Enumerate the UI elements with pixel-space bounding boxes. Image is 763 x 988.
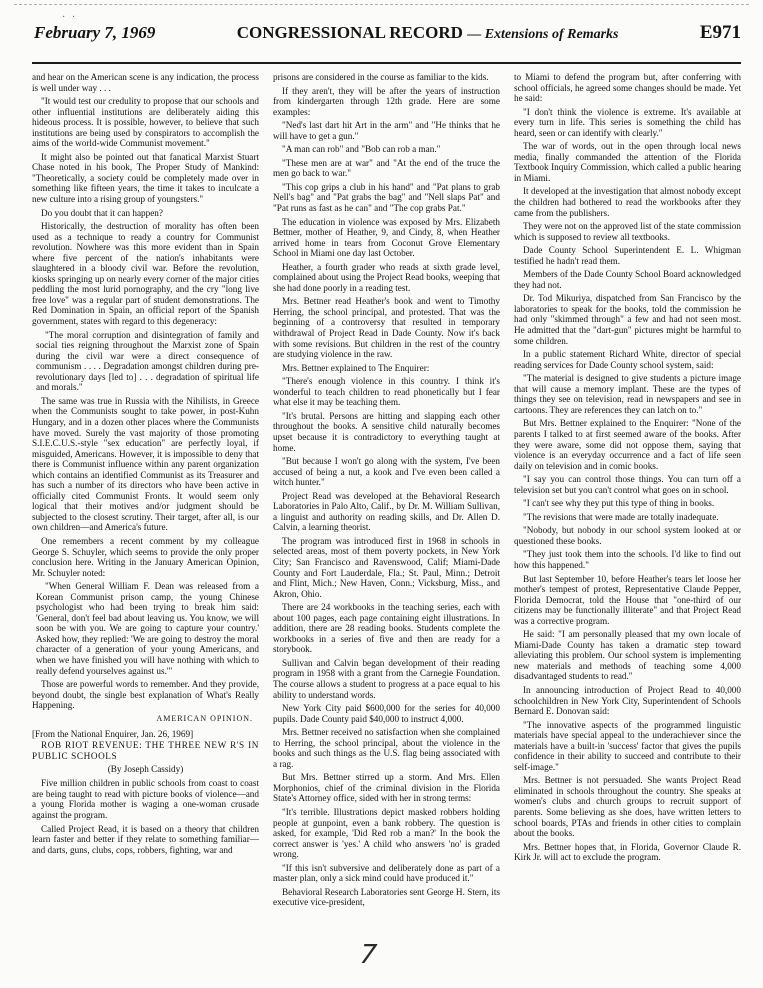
- paragraph: But last September 10, before Heather's tears let loose her mother's tempest of protest, Representative Claude Pepper, Florida Democrat, told the House that "one-third of our citizens may be functionally illiterate" and that Project Read was a corrective program.: [514, 573, 741, 626]
- paragraph: But Mrs. Bettner explained to the Enquirer: "None of the parents I talked to at first seemed aware of the books. After they were aware, some did not oppose them, saying that violence is an everyday occurrence and a fact of life seen daily on television and in comic books.: [514, 418, 741, 471]
- paragraph: "It's brutal. Persons are hitting and slapping each other throughout the books. A sensitive child naturally becomes upset because it is contradictory to everything taught at home.: [273, 410, 500, 453]
- paragraph: The war of words, out in the open through local news media, finally commanded the attention of the Florida Textbook Inquiry Commission, which called a public hearing in Miami.: [514, 141, 741, 183]
- paragraph: If they aren't, they will be after the years of instruction from kindergarten through 12th grade. Here are some examples:: [273, 85, 500, 117]
- paragraph: "The moral corruption and disintegration of family and social ties reigning throughout the Marxist zone of Spain during the civil war were a direct consequence of communism . . . . Degradation amongst children during pre-revolutionary days [led to] . . . degradation of spiritual life and morals.": [36, 329, 259, 393]
- paragraph: Dade County School Superintendent E. L. Whigman testified he hadn't read them.: [514, 245, 741, 266]
- paragraph: "It's terrible. Illustrations depict masked robbers holding people at gunpoint, even a bank robbery. The question is asked, for example, 'Did Red rob a man?' In the book the correct answer is 'yes.' A child who answers 'no' is graded wrong.: [273, 807, 500, 860]
- page-header: [34, 22, 741, 62]
- paragraph: "A man can rob" and "Bob can rob a man.": [282, 144, 441, 155]
- header-title: [237, 23, 619, 43]
- top-border: [14, 4, 749, 5]
- paragraph: He said: "I am personally pleased that my own locale of Miami-Dade County has taken a dramatic step toward alleviating this problem. Our school system is implementing new materials and methods of teaching some 4,000 disadvantaged students to read.": [514, 629, 741, 682]
- paragraph: Mrs. Bettner is not persuaded. She wants Project Read eliminated in schools throughout the country. She speaks at women's clubs and church groups to recruit support of parents. Some believing as she does, have written letters to school boards, PTAs and friends in other cities to complain about the books.: [514, 775, 741, 839]
- paragraph: "If this isn't subversive and deliberately done as part of a master plan, only a sick mind could have produced it.": [273, 862, 500, 884]
- paragraph: In a public statement Richard White, director of special reading services for Dade County school system, said:: [514, 349, 741, 370]
- paragraph: "This cop grips a club in his hand" and "Pat plans to grab Nell's bag" and "Pat grabs the bag" and "Nell slaps Pat" and "Pat runs as fast as he can" and "The cop grabs Pat.": [273, 181, 500, 214]
- paragraph: and hear on the American scene is any indication, the process is well under way . . .: [32, 72, 259, 93]
- paragraph: "I can't see why they put this type of thing in books.: [523, 498, 715, 509]
- paragraph: to Miami to defend the program but, after conferring with school officials, he agreed some changes should be made. Yet he said:: [514, 72, 741, 104]
- paragraph: Five million children in public schools from coast to coast are being taught to read with picture books of violence—and a young Florida mother is waging a one-woman crusade against the program.: [32, 778, 259, 820]
- paragraph: "The innovative aspects of the programmed linguistic materials have special appeal to the underachiever since the materials have a built-in 'success' factor that gives the pupils confidence in their ability to succeed and contribute to their self-image.": [514, 719, 741, 772]
- paragraph: There are 24 workbooks in the teaching series, each with about 100 pages, each page containing eight illustrations. In addition, there are 28 reading books. Students complete the workbooks in a series of five and then are ready for a storybook.: [273, 602, 500, 655]
- paragraph: "I say you can control those things. You can turn off a television set but you can't control what goes on in school.: [514, 474, 741, 495]
- publication-title: CONGRESSIONAL RECORD: [236, 23, 463, 42]
- column-2: [273, 72, 500, 932]
- paragraph: prisons are considered in the course as familiar to the kids.: [273, 72, 489, 82]
- paragraph: "The material is designed to give students a picture image that will cause a memory implant. These are the types of things they see on television, read in newspapers and see in cartoons. They are references they can latch on to.": [514, 373, 741, 415]
- paragraph: Those are powerful words to remember. And they provide, beyond doubt, the single best explanation of What's Really Happening.: [32, 679, 259, 711]
- column-3: [514, 72, 741, 932]
- paragraph: The program was introduced first in 1968 in schools in selected areas, most of them poverty pockets, in New York City; San Francisco and Ravenswood, Calif; Miami-Dade County and Fort Lauderdale, Fla.; St. Paul, Minn.; Detroit and Flint, Mich.; New Haven, Conn.; Vicksburg, Miss., and Akron, Ohio.: [273, 535, 500, 599]
- paragraph: The education in violence was exposed by Mrs. Elizabeth Bettner, mother of Heather, 9, and Cindy, 8, when Heather arrived home in tears from Coconut Grove Elementary School in Miami one day last October.: [273, 216, 500, 259]
- paragraph: But Mrs. Bettner stirred up a storm. And Mrs. Ellen Morphonios, chief of the criminal division in the Florida State's Attorney office, sided with her in strong terms:: [273, 772, 500, 804]
- byline: (By Joseph Cassidy): [107, 764, 184, 775]
- handwritten-page-mark: 7: [358, 940, 379, 970]
- stray-mark: · ·: [62, 12, 78, 23]
- paragraph: Mrs. Bettner received no satisfaction when she complained to Herring, the school principal, about the violence in the books and such things as the U.S. flag being associated with a rag.: [273, 727, 500, 769]
- paragraph: "It would test our credulity to propose that our schools and other influential institutions are deliberately aiding this hideous process. It is possible, however, to believe that such institutions are being used by conspirators to accomplish the aims of the world-wide Communist movement.": [32, 96, 259, 149]
- paragraph: One remembers a recent comment by my colleague George S. Schuyler, which seems to provide the only proper conclusion here. Writing in the January American Opinion, Mr. Schuyler noted:: [32, 535, 259, 578]
- header-page-number: E971: [699, 22, 741, 43]
- paragraph: It might also be pointed out that fanatical Marxist Stuart Chase noted in his book, The Proper Study of Mankind: "Theoretically, a society could be completely made over in something like fifteen years, the time it takes to inculcate a new culture into a rising group of youngsters.": [32, 151, 259, 205]
- paragraph: Dr. Tod Mikuriya, dispatched from San Francisco by the laboratories to speak for the books, told the commission he had only "skimmed through" a few and had not seen most. He admitted that the "dart-gun" pictures might be harmful to some children.: [514, 293, 741, 346]
- header-rule: [32, 62, 741, 64]
- paragraph: They were not on the approved list of the state commission which is supposed to review all textbooks.: [514, 221, 741, 242]
- paragraph: Do you doubt that it can happen?: [41, 207, 163, 218]
- paragraph: "When General William F. Dean was released from a Korean Communist prison camp, the young Chinese psychologist who had been trying to break him said: 'General, don't feel bad about leaving us. You know, we will soon be with you. We are going to capture your country.' Asked how, they replied: 'We are going to destroy the moral character of a generation of your young Americans, and when we have finished you will have nothing with which to really defend yourselves against us.'": [36, 581, 259, 676]
- paragraph: Members of the Dade County School Board acknowledged they had not.: [514, 269, 741, 290]
- paragraph: "There's enough violence in this country. I think it's wonderful to teach children to read phonetically but I fear what else it may be teaching them.: [273, 376, 500, 408]
- paragraph: "The revisions that were made are totally inadequate.: [523, 511, 719, 522]
- paragraph: It developed at the investigation that almost nobody except the children had bothered to read the workbooks after they came from the publishers.: [514, 186, 741, 218]
- paragraph: Project Read was developed at the Behavioral Research Laboratories in Palo Alto, Calif., by Dr. M. William Sullivan, a linguist and authority on reading skills, and Dr. Allen D. Calvin, a learning theorist.: [273, 490, 500, 533]
- signature: AMERICAN OPINION.: [156, 713, 253, 723]
- column-1: [32, 72, 259, 932]
- article-headline: ROB RIOT REVENUE: THE THREE NEW R'S IN PUBLIC SCHOOLS: [32, 740, 259, 761]
- paragraph: "These men are at war" and "At the end of the truce the men go back to war.": [273, 157, 500, 179]
- paragraph: Historically, the destruction of morality has often been used as a technique to ready a country for Communist revolution. Nowhere was this more evident than in Spain where five percent of the nation's inhabitants were slaughtered in a bloody civil war. Before the revolution, kiosks springing up on nearly every corner of the major cities peddling the most lurid pornography, and the cry "long live free love" was a regular part of student demonstrations. The Red Domination in Spain, an official report of the Spanish government, states with regard to this degeneracy:: [32, 221, 259, 327]
- paragraph: The same was true in Russia with the Nihilists, in Greece when the Communists sought to take power, in post-Kuhn Hungary, and in a dozen other places where the Communists have moved. Surely the vast majority of those promoting S.I.E.C.U.S.-style "sex education" are perfectly loyal, if misguided, Americans. However, it is impossible to deny that there is Communist influence within any parent organization which contains an identified Communist as its Treasurer and has such a number of its directors who have been active in officially cited Communist Fronts. It would seem only logical that their motives and/or judgment should be subjected to the closest scrutiny. Their target, after all, is our own children—and America's future.: [32, 395, 259, 533]
- paragraph: Sullivan and Calvin began development of their reading program in 1958 with a grant from the Carnegie Foundation. The course allows a student to progress at a pace equal to his ability to understand words.: [273, 657, 500, 700]
- paragraph: "Ned's last dart hit Art in the arm" and "He thinks that he will have to get a gun.": [273, 120, 500, 141]
- paragraph: "But because I won't go along with the system, I've been accused of being a nut, a kook and I've even been called a witch hunter.": [273, 456, 500, 488]
- paragraph: New York City paid $600,000 for the series for 40,000 pupils. Dade County paid $40,000 to instruct 4,000.: [273, 703, 500, 724]
- paragraph: Mrs. Bettner read Heather's book and went to Timothy Herring, the school principal, and protested. That was the beginning of a controversy that resulted in temporary withdrawal of Project Read in Dade County. Now it's back with some revisions. But children in the rest of the country are studying violence in the raw.: [273, 296, 500, 360]
- paragraph: Mrs. Bettner hopes that, in Florida, Governor Claude R. Kirk Jr. will act to exclude the program.: [514, 841, 741, 863]
- section-title: — Extensions of Remarks: [467, 27, 619, 42]
- paragraph: "They just took them into the schools. I'd like to find out how this happened.": [514, 549, 741, 570]
- paragraph: Heather, a fourth grader who reads at sixth grade level, complained about using the Project Read books, weeping that she had done poorly in a reading test.: [273, 261, 500, 293]
- source-line: [From the National Enquirer, Jan. 26, 1969]: [32, 728, 194, 739]
- paragraph: "Nobody, but nobody in our school system looked at or questioned these books.: [514, 525, 741, 546]
- header-date: February 7, 1969: [34, 23, 156, 42]
- paragraph: In announcing introduction of Project Read to 40,000 schoolchildren in New York City, Superintendent of Schools Bernard E. Donovan said:: [514, 684, 741, 717]
- paragraph: "I don't think the violence is extreme. It's available at every turn in life. This series is something the child has heard, seen or can identify with clearly.": [514, 106, 741, 138]
- paragraph: Mrs. Bettner explained to The Enquirer:: [282, 362, 430, 373]
- paragraph: Called Project Read, it is based on a theory that children learn faster and better if they relate to something familiar—and darts, guns, clubs, cops, robbers, fighting, war and: [32, 823, 259, 855]
- paragraph: Behavioral Research Laboratories sent George H. Stern, its executive vice-president,: [273, 886, 500, 908]
- article-columns: [32, 72, 742, 932]
